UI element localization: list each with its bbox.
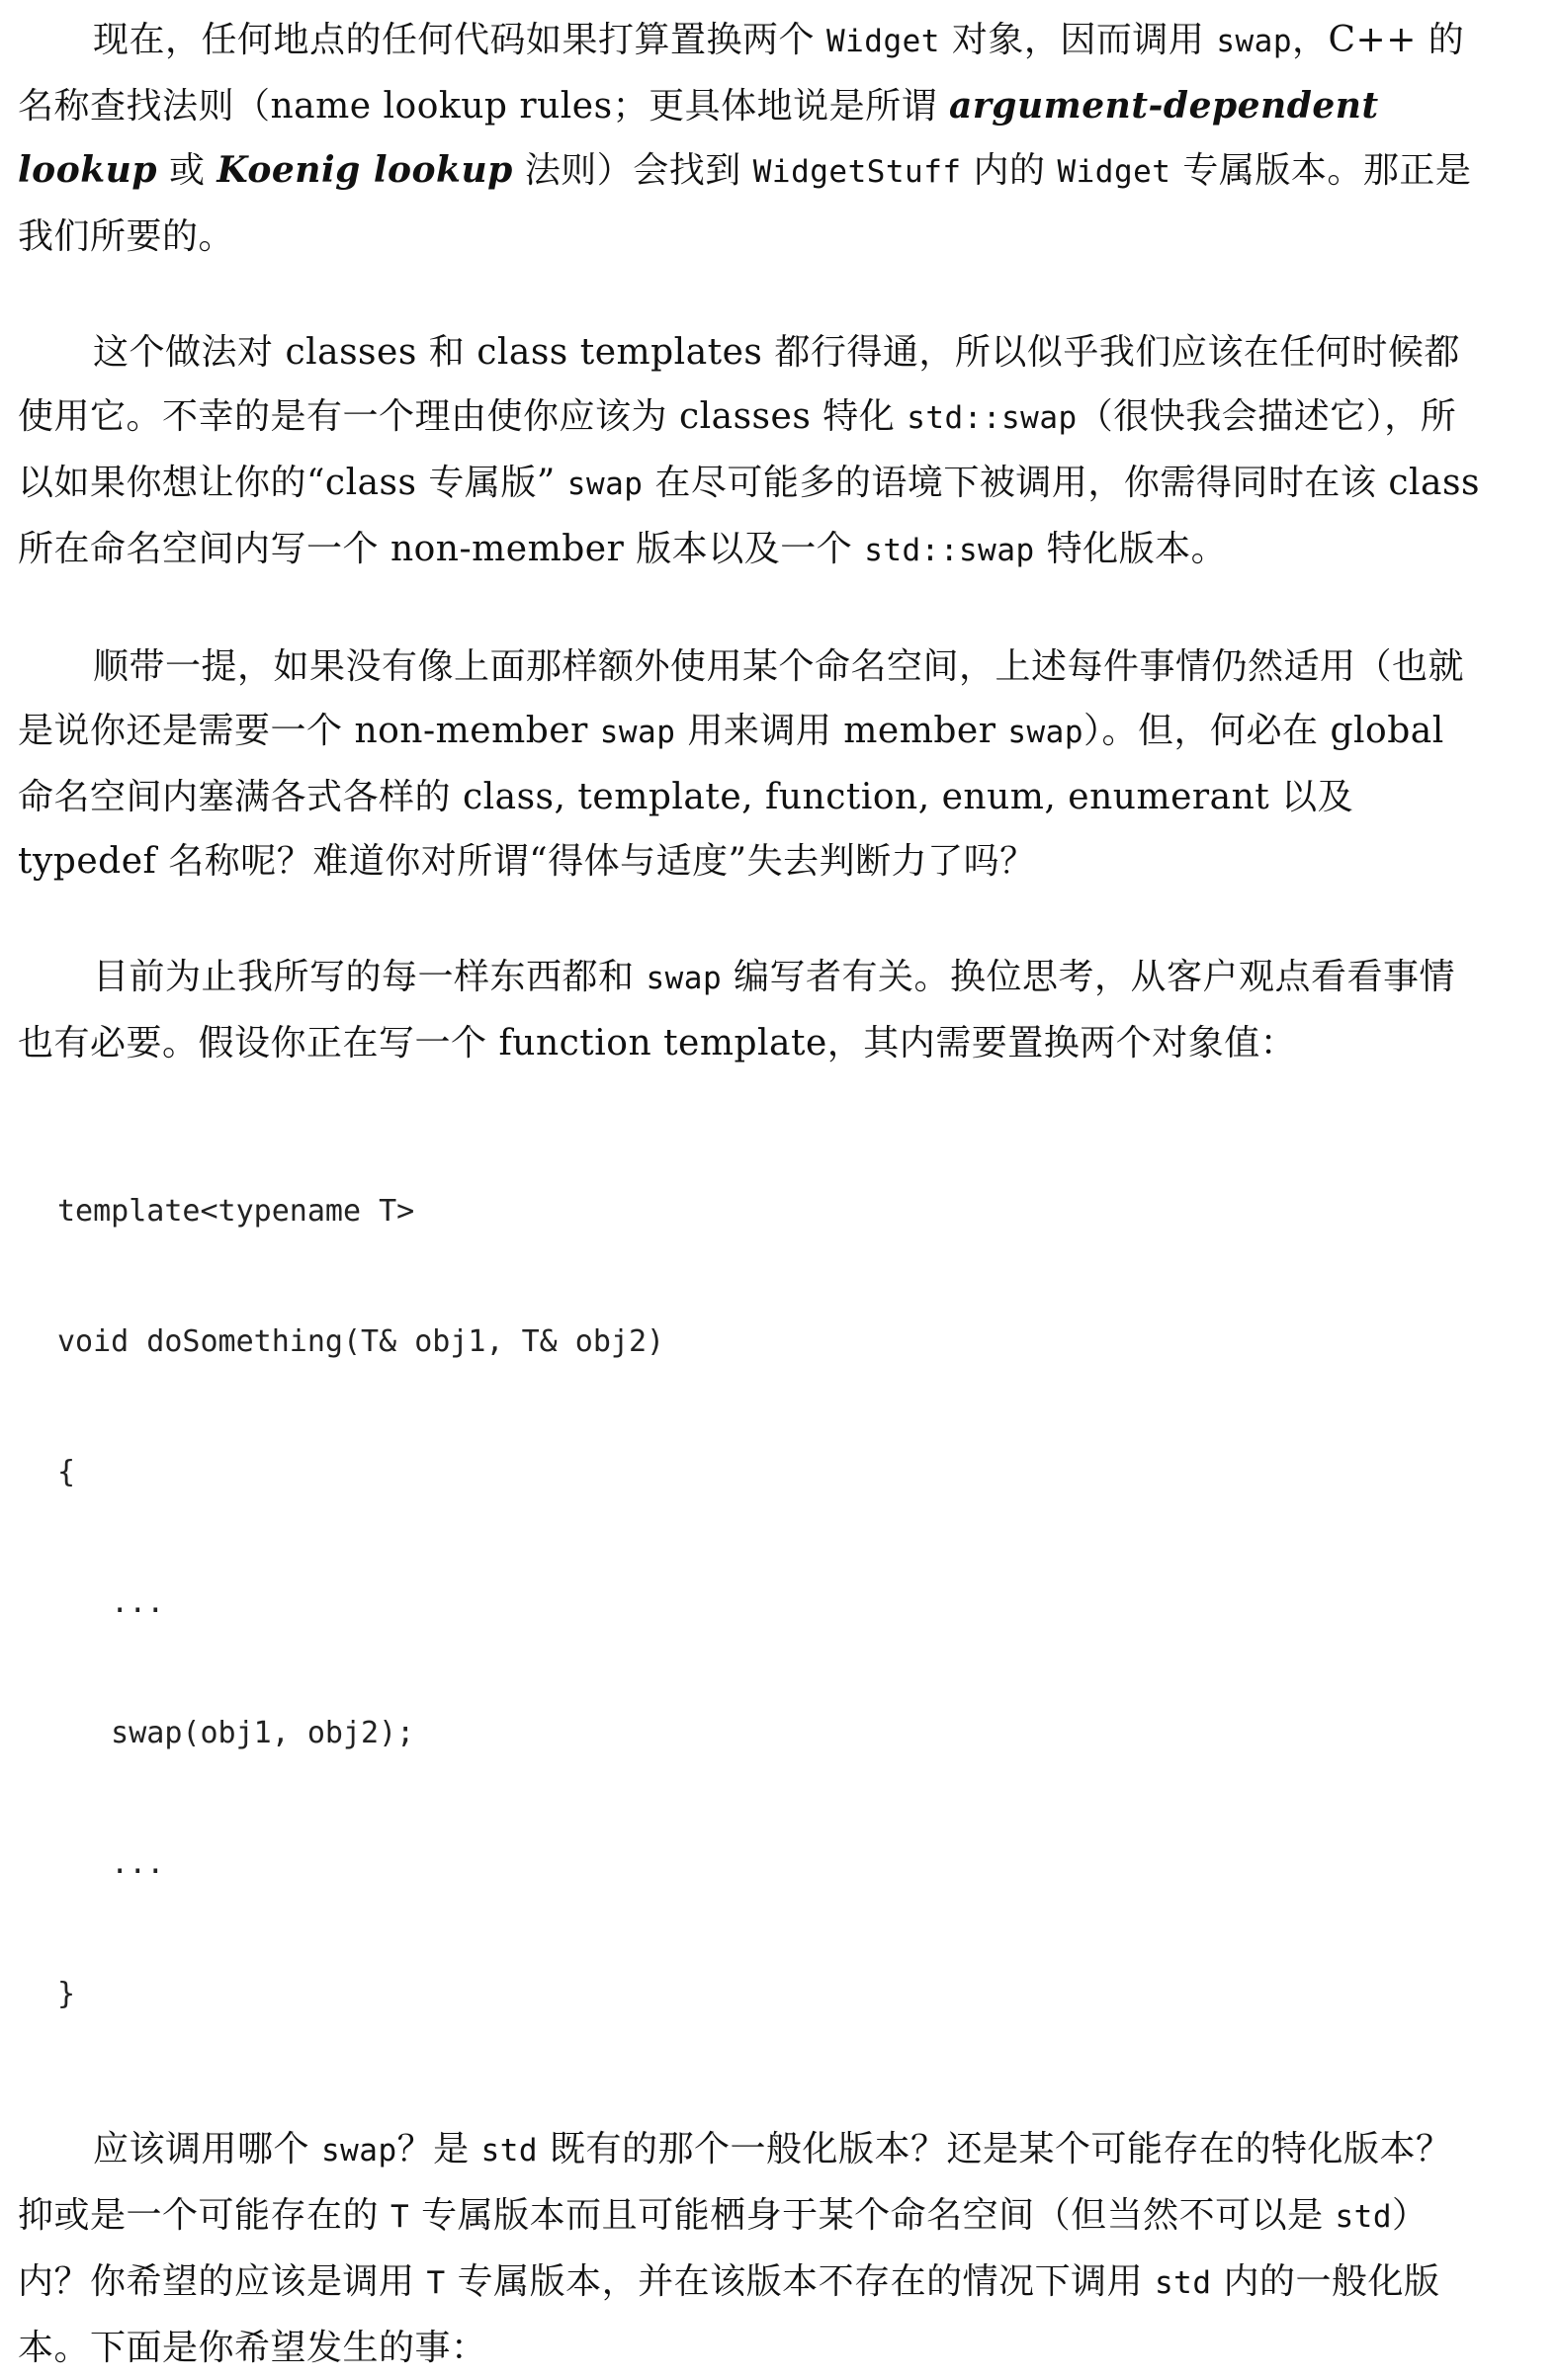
text-run: 顺带一提，如果没有像上面那样额外使用某个命名空间，上述每件事情仍然适用（也就是说你还是需要一个 non-member xyxy=(18,646,1465,751)
inline-code: std::swap xyxy=(864,533,1035,568)
inline-code: Widget xyxy=(1057,154,1171,190)
text-run: ）内？你希望的应该是调用 xyxy=(18,2195,1428,2302)
text-run: ？是 xyxy=(396,2129,481,2169)
code-line: } xyxy=(57,1977,76,2011)
text-run: 专属版本，并在该版本不存在的情况下调用 xyxy=(445,2261,1156,2302)
text-run: 这个做法对 classes 和 class templates 都行得通，所以似乎我们应该在任何时候都使用它。不幸的是有一个理由使你应该为 classes 特化 xyxy=(18,332,1460,437)
paragraph-name-lookup xyxy=(18,8,1481,269)
code-line: template<typename T> xyxy=(57,1194,415,1229)
inline-code: std xyxy=(1155,2265,1212,2301)
text-run: 应该调用哪个 xyxy=(93,2129,321,2169)
inline-code: swap xyxy=(646,961,723,996)
text-run: 内的 xyxy=(961,150,1058,191)
text-run: 既有的那个一般化版本？还是某个可能存在的特化版本？抑或是一个可能存在的 xyxy=(18,2129,1452,2236)
code-line: swap(obj1, obj2); xyxy=(57,1716,415,1750)
text-run: ）。但，何必在 global 命名空间内塞满各式各样的 class, template, function, enum, enumerant 以及 typedef 名称呢？难道你对所谓“得体与适度”失去判断力了吗？ xyxy=(18,711,1444,882)
text-run: 用来调用 member xyxy=(675,711,1008,751)
paragraph-class-templates xyxy=(18,320,1481,583)
paragraph-which-swap xyxy=(18,2117,1481,2380)
inline-code: swap xyxy=(599,715,676,750)
inline-code: swap xyxy=(566,467,644,502)
text-run: 在尽可能多的语境下被调用，你需得同时在该 class 所在命名空间内写一个 non-member 版本以及一个 xyxy=(18,463,1480,569)
text-run: ，C++ 的名称查找法则（name lookup rules；更具体地说是所谓 xyxy=(18,20,1465,127)
inline-code: WidgetStuff xyxy=(752,154,962,190)
paragraph-global-namespace xyxy=(18,635,1481,893)
code-line: void doSomething(T& obj1, T& obj2) xyxy=(57,1324,665,1359)
text-run: 专属版本。那正是我们所要的。 xyxy=(18,150,1472,257)
italic-term: argument-dependent lookup xyxy=(18,85,1379,191)
text-run: （很快我会描述它），所以如果你想让你的“class 专属版” xyxy=(18,396,1457,503)
inline-code: swap xyxy=(1216,24,1292,59)
text-run: 或 xyxy=(157,150,217,191)
text-run: 目前为止我所写的每一样东西都和 xyxy=(93,957,647,997)
inline-code: swap xyxy=(320,2133,397,2168)
paragraph-client-view xyxy=(18,945,1481,1075)
inline-code: std xyxy=(1335,2199,1393,2235)
text-run: 编写者有关。换位思考，从客户观点看看事情也有必要。假设你正在写一个 function template，其内需要置换两个对象值： xyxy=(18,957,1456,1063)
text-run: 法则）会找到 xyxy=(512,150,753,191)
inline-code: std::swap xyxy=(907,400,1078,436)
inline-code: std xyxy=(480,2133,539,2168)
code-line: { xyxy=(57,1455,76,1489)
code-line: ... xyxy=(57,1585,165,1620)
text-run: 内的一般化版本。下面是你希望发生的事： xyxy=(18,2261,1440,2368)
text-run: 特化版本。 xyxy=(1034,529,1228,569)
inline-code: T xyxy=(426,2265,446,2301)
document-page xyxy=(18,8,1481,2380)
code-block xyxy=(57,1103,1481,2103)
text-run: 专属版本而且可能栖身于某个命名空间（但当然不可以是 xyxy=(409,2195,1336,2236)
inline-code: Widget xyxy=(825,24,940,59)
text-run: 现在，任何地点的任何代码如果打算置换两个 xyxy=(93,20,826,60)
inline-code: T xyxy=(390,2199,410,2235)
text-run: 对象，因而调用 xyxy=(939,20,1217,60)
inline-code: swap xyxy=(1007,715,1084,750)
code-line: ... xyxy=(57,1846,165,1881)
italic-term: Koenig lookup xyxy=(216,149,513,191)
